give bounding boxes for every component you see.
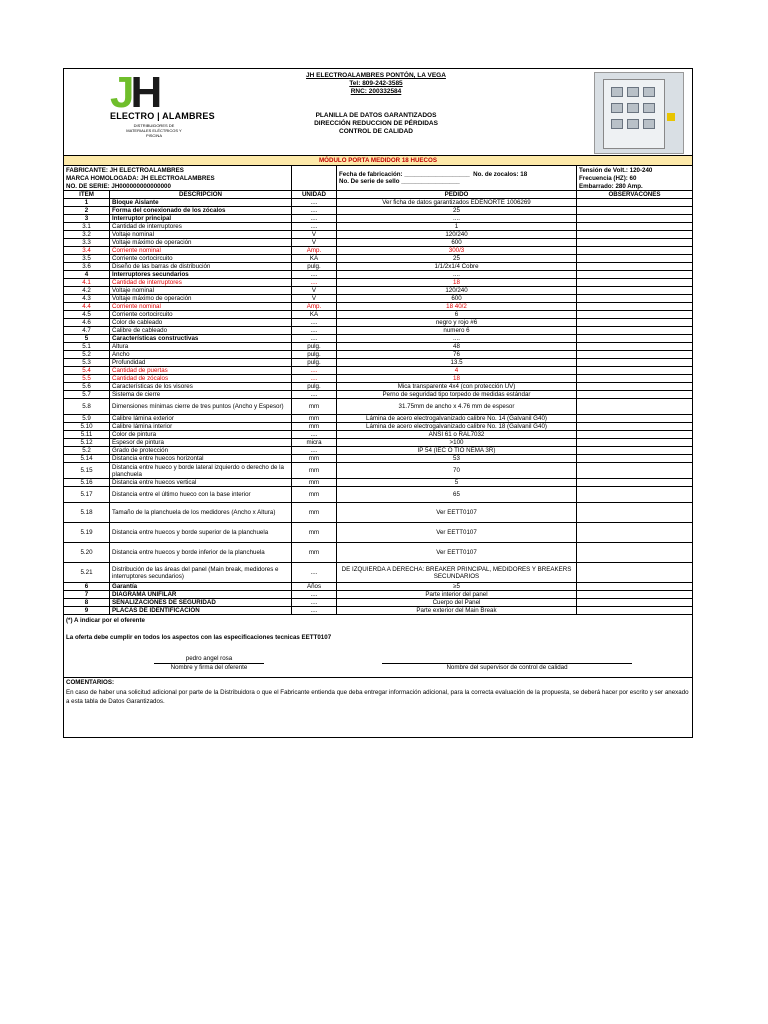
row-description: Distancia entre huecos horizontal — [110, 455, 292, 463]
row-observaciones — [577, 351, 693, 359]
row-unit: .... — [292, 199, 337, 207]
row-unit: .... — [292, 207, 337, 215]
table-row — [64, 247, 693, 255]
table-row — [64, 563, 693, 583]
table-row — [64, 327, 693, 335]
oferente-name: pedro angel rosa — [185, 655, 233, 662]
row-observaciones — [577, 287, 693, 295]
row-observaciones — [577, 367, 693, 375]
row-observaciones — [577, 523, 693, 543]
row-item: 4.7 — [64, 327, 110, 335]
row-description: Forma del conexionado de los zócalos — [110, 207, 292, 215]
row-unit: .... — [292, 223, 337, 231]
row-pedido: DE IZQUIERDA A DERECHA: BREAKER PRINCIPAL, MEDIDORES Y BREAKERS SECUNDARIOS — [337, 563, 577, 583]
row-pedido: 1 — [337, 223, 577, 231]
row-item: 5.1 — [64, 343, 110, 351]
table-row — [64, 295, 693, 303]
row-unit: .... — [292, 367, 337, 375]
row-description: Tamaño de la planchuela de los medidores (Ancho x Altura) — [110, 503, 292, 523]
row-description: Voltaje máximo de operación — [110, 295, 292, 303]
row-item: 4.2 — [64, 287, 110, 295]
logo-subtitle: DISTRIBUIDORES DE MATERIALES ELÉCTRICOS Y PISCINA — [126, 123, 182, 138]
row-pedido: 120/240 — [337, 231, 577, 239]
row-item: 3.1 — [64, 223, 110, 231]
fabrication-info — [337, 166, 577, 191]
row-observaciones — [577, 271, 693, 279]
row-observaciones — [577, 223, 693, 231]
row-unit: .... — [292, 271, 337, 279]
offer-statement: La oferta debe cumplir en todos los aspectos con las especificaciones tecnicas EETT0107 — [66, 634, 332, 641]
guaranteed-data-table — [63, 68, 693, 738]
supervisor-label: Nombre del supervisor de control de calidad — [382, 663, 632, 671]
row-observaciones — [577, 279, 693, 287]
row-pedido: 6 — [337, 311, 577, 319]
table-row — [64, 255, 693, 263]
row-pedido: 1/1/2x1/4 Cobre — [337, 263, 577, 271]
table-row — [64, 359, 693, 367]
row-description: Distribución de las áreas del panel (Main break, medidores e interruptores secundarios) — [110, 563, 292, 583]
table-row — [64, 447, 693, 455]
row-pedido: Cuerpo del Panel — [337, 599, 577, 607]
table-row — [64, 319, 693, 327]
row-observaciones — [577, 231, 693, 239]
row-observaciones — [577, 607, 693, 615]
row-unit: mm — [292, 399, 337, 415]
row-item: 5.12 — [64, 439, 110, 447]
row-item: 5.2 — [64, 447, 110, 455]
fecha-fabricacion: Fecha de fabricación: ___________________ — [339, 171, 470, 178]
table-row — [64, 503, 693, 523]
comentarios-title: COMENTARIOS: — [66, 679, 115, 686]
row-unit: .... — [292, 391, 337, 399]
table-row — [64, 215, 693, 223]
row-item: 5.6 — [64, 383, 110, 391]
table-row — [64, 383, 693, 391]
row-item: 5.14 — [64, 455, 110, 463]
row-description: DIAGRAMA UNIFILAR — [110, 591, 292, 599]
row-pedido: 25 — [337, 207, 577, 215]
row-item: 1 — [64, 199, 110, 207]
row-observaciones — [577, 415, 693, 423]
row-item: 7 — [64, 591, 110, 599]
table-row — [64, 583, 693, 591]
row-observaciones — [577, 503, 693, 523]
row-pedido: 18 40/2 — [337, 303, 577, 311]
row-observaciones — [577, 591, 693, 599]
doc-title-2: DIRECCIÓN REDUCCION DE PÉRDIDAS — [314, 120, 438, 127]
fabricante: FABRICANTE: JH ELECTROALAMBRES — [64, 166, 292, 175]
table-row — [64, 455, 693, 463]
row-pedido: .... — [337, 271, 577, 279]
table-row — [64, 263, 693, 271]
row-item: 5.5 — [64, 375, 110, 383]
row-pedido: 120/240 — [337, 287, 577, 295]
row-description: Garantía — [110, 583, 292, 591]
table-row — [64, 591, 693, 599]
row-item: 3.3 — [64, 239, 110, 247]
row-unit: V — [292, 231, 337, 239]
row-observaciones — [577, 423, 693, 431]
row-description: Calibre lámina interior — [110, 423, 292, 431]
row-observaciones — [577, 439, 693, 447]
row-pedido: Lámina de acero electrogalvanizado calibre No. 18 (Galvanil G40) — [337, 423, 577, 431]
row-description: Distancia entre huecos y borde inferior de la planchuela — [110, 543, 292, 563]
row-unit: .... — [292, 563, 337, 583]
table-row — [64, 231, 693, 239]
row-observaciones — [577, 239, 693, 247]
row-pedido: Ver EETT0107 — [337, 503, 577, 523]
row-observaciones — [577, 399, 693, 415]
row-description: Voltaje nominal — [110, 287, 292, 295]
table-row — [64, 367, 693, 375]
col-unidad: UNIDAD — [292, 191, 337, 199]
row-pedido: IP 54 (IEC O TIO NEMA 3R) — [337, 447, 577, 455]
row-pedido: 65 — [337, 487, 577, 503]
row-unit: V — [292, 239, 337, 247]
row-unit: pulg. — [292, 383, 337, 391]
row-description: Cantidad de interruptores — [110, 223, 292, 231]
row-description: Profundidad — [110, 359, 292, 367]
row-unit: .... — [292, 599, 337, 607]
comentarios-text: En caso de haber una solicitud adicional por parte de la Distribuidora o que el Fabricante entienda que deba entregar información adicional, para la correcta evaluación de la propuesta, se deberá hacer por escrito y ser anexado a esta tabla de Datos Garantizados. — [66, 689, 689, 705]
table-row — [64, 391, 693, 399]
row-item: 5.3 — [64, 359, 110, 367]
row-pedido: Perno de seguridad tipo torpedo de medidas estándar — [337, 391, 577, 399]
row-item: 5.2 — [64, 351, 110, 359]
row-observaciones — [577, 215, 693, 223]
row-unit: .... — [292, 335, 337, 343]
row-description: Cantidad de interruptores — [110, 279, 292, 287]
row-pedido: Ver EETT0107 — [337, 543, 577, 563]
row-unit: pulg. — [292, 343, 337, 351]
col-pedido: PEDIDO — [337, 191, 577, 199]
table-row — [64, 199, 693, 207]
row-description: Color de pintura — [110, 431, 292, 439]
row-pedido: 4 — [337, 367, 577, 375]
row-item: 3 — [64, 215, 110, 223]
table-row — [64, 279, 693, 287]
row-item: 5.8 — [64, 399, 110, 415]
col-item: ITEM — [64, 191, 110, 199]
table-row — [64, 487, 693, 503]
table-row — [64, 439, 693, 447]
row-unit: mm — [292, 523, 337, 543]
row-item: 2 — [64, 207, 110, 215]
row-pedido: Mica transparente 4x4 (con protección UV) — [337, 383, 577, 391]
data-sheet — [63, 68, 692, 738]
row-pedido: 76 — [337, 351, 577, 359]
row-item: 4.4 — [64, 303, 110, 311]
row-item: 9 — [64, 607, 110, 615]
row-observaciones — [577, 487, 693, 503]
row-observaciones — [577, 359, 693, 367]
row-observaciones — [577, 247, 693, 255]
table-row — [64, 399, 693, 415]
table-row — [64, 523, 693, 543]
row-description: Características de los visores — [110, 383, 292, 391]
table-row — [64, 423, 693, 431]
row-item: 4.5 — [64, 311, 110, 319]
panel-photo — [594, 72, 684, 154]
row-observaciones — [577, 447, 693, 455]
row-observaciones — [577, 327, 693, 335]
row-observaciones — [577, 463, 693, 479]
table-row — [64, 207, 693, 215]
row-description: Cantidad de zócalos — [110, 375, 292, 383]
row-description: Voltaje nominal — [110, 231, 292, 239]
row-unit: KA — [292, 255, 337, 263]
row-observaciones — [577, 311, 693, 319]
num-zocalos: No. de zocalos: 18 — [473, 171, 528, 178]
row-item: 3.2 — [64, 231, 110, 239]
table-row — [64, 287, 693, 295]
row-unit: .... — [292, 327, 337, 335]
row-unit: .... — [292, 319, 337, 327]
row-description: Espesor de pintura — [110, 439, 292, 447]
row-observaciones — [577, 263, 693, 271]
row-unit: pulg. — [292, 263, 337, 271]
row-description: Distancia entre el último hueco con la base interior — [110, 487, 292, 503]
row-pedido: ANSI 61 o RAL7032 — [337, 431, 577, 439]
row-description: Ancho — [110, 351, 292, 359]
row-description: Cantidad de puertas — [110, 367, 292, 375]
row-item: 4.6 — [64, 319, 110, 327]
tension: Tensión de Volt.: 120-240 — [577, 166, 693, 175]
row-item: 5.4 — [64, 367, 110, 375]
table-row — [64, 607, 693, 615]
row-description: SEÑALIZACIONES DE SEGURIDAD — [110, 599, 292, 607]
row-pedido: numero 6 — [337, 327, 577, 335]
row-unit: mm — [292, 487, 337, 503]
row-unit: pulg. — [292, 359, 337, 367]
row-pedido: 70 — [337, 463, 577, 479]
row-item: 5.18 — [64, 503, 110, 523]
row-observaciones — [577, 431, 693, 439]
row-unit: micra — [292, 439, 337, 447]
row-observaciones — [577, 295, 693, 303]
row-unit: mm — [292, 479, 337, 487]
doc-title-1: PLANILLA DE DATOS GARANTIZADOS — [315, 112, 437, 119]
row-pedido: ≥5 — [337, 583, 577, 591]
table-row — [64, 343, 693, 351]
row-pedido: 600 — [337, 295, 577, 303]
row-item: 5.11 — [64, 431, 110, 439]
row-pedido: >100 — [337, 439, 577, 447]
table-row — [64, 351, 693, 359]
row-item: 3.6 — [64, 263, 110, 271]
serie: NO. DE SERIE: JH000000000000000 — [64, 182, 292, 191]
row-unit: .... — [292, 591, 337, 599]
row-unit: Amp. — [292, 247, 337, 255]
row-item: 5.19 — [64, 523, 110, 543]
row-unit: V — [292, 295, 337, 303]
row-unit: KA — [292, 311, 337, 319]
row-observaciones — [577, 199, 693, 207]
row-observaciones — [577, 207, 693, 215]
row-unit: .... — [292, 431, 337, 439]
row-observaciones — [577, 319, 693, 327]
serie-sello: No. De serie de sello _________________ — [339, 178, 460, 185]
row-description: Sistema de cierre — [110, 391, 292, 399]
table-row — [64, 479, 693, 487]
row-unit: mm — [292, 463, 337, 479]
row-pedido: 18 — [337, 375, 577, 383]
row-observaciones — [577, 455, 693, 463]
table-row — [64, 431, 693, 439]
row-item: 3.4 — [64, 247, 110, 255]
row-description: Distancia entre huecos y borde superior de la planchuela — [110, 523, 292, 543]
row-unit: .... — [292, 607, 337, 615]
row-item: 5.15 — [64, 463, 110, 479]
row-observaciones — [577, 343, 693, 351]
row-description: Corriente nominal — [110, 247, 292, 255]
footer-block — [64, 615, 693, 738]
row-pedido: 5 — [337, 479, 577, 487]
row-item: 5.21 — [64, 563, 110, 583]
row-observaciones — [577, 255, 693, 263]
table-row — [64, 223, 693, 231]
row-description: Corriente cortocircuito — [110, 255, 292, 263]
logo-brand: ELECTRO | ALAMBRES — [110, 111, 215, 121]
row-description: Características constructivas — [110, 335, 292, 343]
table-row — [64, 311, 693, 319]
company-name: JH ELECTROALAMBRES PONTÓN, LA VEGA — [306, 72, 446, 79]
row-pedido: negro y rojo #6 — [337, 319, 577, 327]
table-header — [64, 191, 693, 199]
row-description: Voltaje máximo de operación — [110, 239, 292, 247]
row-description: Bloque Aislante — [110, 199, 292, 207]
row-unit: mm — [292, 455, 337, 463]
row-unit: V — [292, 287, 337, 295]
row-item: 6 — [64, 583, 110, 591]
company-rnc: RNC: 200332584 — [350, 88, 402, 95]
marca: MARCA HOMOLOGADA: JH ELECTROALAMBRES — [64, 174, 292, 182]
row-item: 4.1 — [64, 279, 110, 287]
table-body — [64, 199, 693, 615]
table-row — [64, 599, 693, 607]
row-unit: mm — [292, 543, 337, 563]
row-item: 5.7 — [64, 391, 110, 399]
row-description: Corriente nominal — [110, 303, 292, 311]
row-description: Calibre lámina exterior — [110, 415, 292, 423]
row-item: 5.10 — [64, 423, 110, 431]
row-observaciones — [577, 543, 693, 563]
row-description: Distancia entre huecos vertical — [110, 479, 292, 487]
row-item: 5.20 — [64, 543, 110, 563]
row-pedido: 300/3 — [337, 247, 577, 255]
row-unit: .... — [292, 279, 337, 287]
row-unit: pulg. — [292, 351, 337, 359]
row-observaciones — [577, 303, 693, 311]
row-observaciones — [577, 479, 693, 487]
row-observaciones — [577, 583, 693, 591]
row-unit: .... — [292, 447, 337, 455]
table-row — [64, 463, 693, 479]
row-unit: mm — [292, 503, 337, 523]
col-descripcion: DESCRIPCIÓN — [110, 191, 292, 199]
row-unit: .... — [292, 215, 337, 223]
row-description: Distancia entre hueco y borde lateral izquierdo o derecho de la planchuela — [110, 463, 292, 479]
table-row — [64, 415, 693, 423]
row-item: 4 — [64, 271, 110, 279]
company-logo: JH — [110, 68, 159, 117]
col-observaciones: OBSERVACONES — [577, 191, 693, 199]
row-pedido: 13.5 — [337, 359, 577, 367]
table-row — [64, 335, 693, 343]
row-pedido: Ver EETT0107 — [337, 523, 577, 543]
row-item: 8 — [64, 599, 110, 607]
row-description: Interruptor principal — [110, 215, 292, 223]
row-description: Color de cableado — [110, 319, 292, 327]
row-description: Grado de protección — [110, 447, 292, 455]
row-pedido: .... — [337, 335, 577, 343]
row-unit: Años — [292, 583, 337, 591]
row-pedido: 48 — [337, 343, 577, 351]
table-row — [64, 303, 693, 311]
row-observaciones — [577, 375, 693, 383]
row-description: Corriente cortocircuito — [110, 311, 292, 319]
row-observaciones — [577, 563, 693, 583]
row-unit: Amp. — [292, 303, 337, 311]
table-row — [64, 239, 693, 247]
module-title: MÓDULO PORTA MEDIDOR 18 HUECOS — [64, 156, 693, 166]
row-unit: mm — [292, 423, 337, 431]
row-unit: mm — [292, 415, 337, 423]
oferente-label: Nombre y firma del oferente — [154, 663, 264, 671]
row-item: 5 — [64, 335, 110, 343]
row-item: 5.16 — [64, 479, 110, 487]
table-row — [64, 271, 693, 279]
row-item: 5.9 — [64, 415, 110, 423]
company-tel: Tel: 809-242-3585 — [349, 80, 403, 87]
row-unit: .... — [292, 375, 337, 383]
table-row — [64, 543, 693, 563]
row-observaciones — [577, 599, 693, 607]
row-description: Altura — [110, 343, 292, 351]
row-pedido: .... — [337, 215, 577, 223]
row-observaciones — [577, 335, 693, 343]
row-pedido: 31.75mm de ancho x 4.76 mm de espesor — [337, 399, 577, 415]
row-pedido: 25 — [337, 255, 577, 263]
frecuencia: Frecuencia (HZ): 60 — [577, 174, 693, 182]
row-pedido: Ver ficha de datos garantizados EDENORTE 1006269 — [337, 199, 577, 207]
row-observaciones — [577, 391, 693, 399]
row-pedido: 18 — [337, 279, 577, 287]
row-description: Calibre de cableado — [110, 327, 292, 335]
row-item: 5.17 — [64, 487, 110, 503]
row-pedido: Lámina de acero electrogalvanizado calibre No. 14 (Galvanil G40) — [337, 415, 577, 423]
row-observaciones — [577, 383, 693, 391]
row-description: Interruptores secundarios — [110, 271, 292, 279]
row-description: PLACAS DE IDENTIFICACIÓN — [110, 607, 292, 615]
embarrado: Embarrado: 280 Amp. — [577, 182, 693, 191]
table-row — [64, 375, 693, 383]
row-item: 4.3 — [64, 295, 110, 303]
row-description: Dimensiones mínimas cierre de tres puntos (Ancho y Espesor) — [110, 399, 292, 415]
row-description: Diseño de las barras de distribución — [110, 263, 292, 271]
row-pedido: 53 — [337, 455, 577, 463]
row-pedido: 600 — [337, 239, 577, 247]
doc-title-3: CONTROL DE CALIDAD — [339, 128, 413, 135]
header-block — [64, 69, 693, 156]
row-item: 3.5 — [64, 255, 110, 263]
row-pedido: Parte interior del panel — [337, 591, 577, 599]
row-pedido: Parte exterior del Main Break — [337, 607, 577, 615]
footer-note: (*) A indicar por el oferente — [66, 617, 145, 624]
